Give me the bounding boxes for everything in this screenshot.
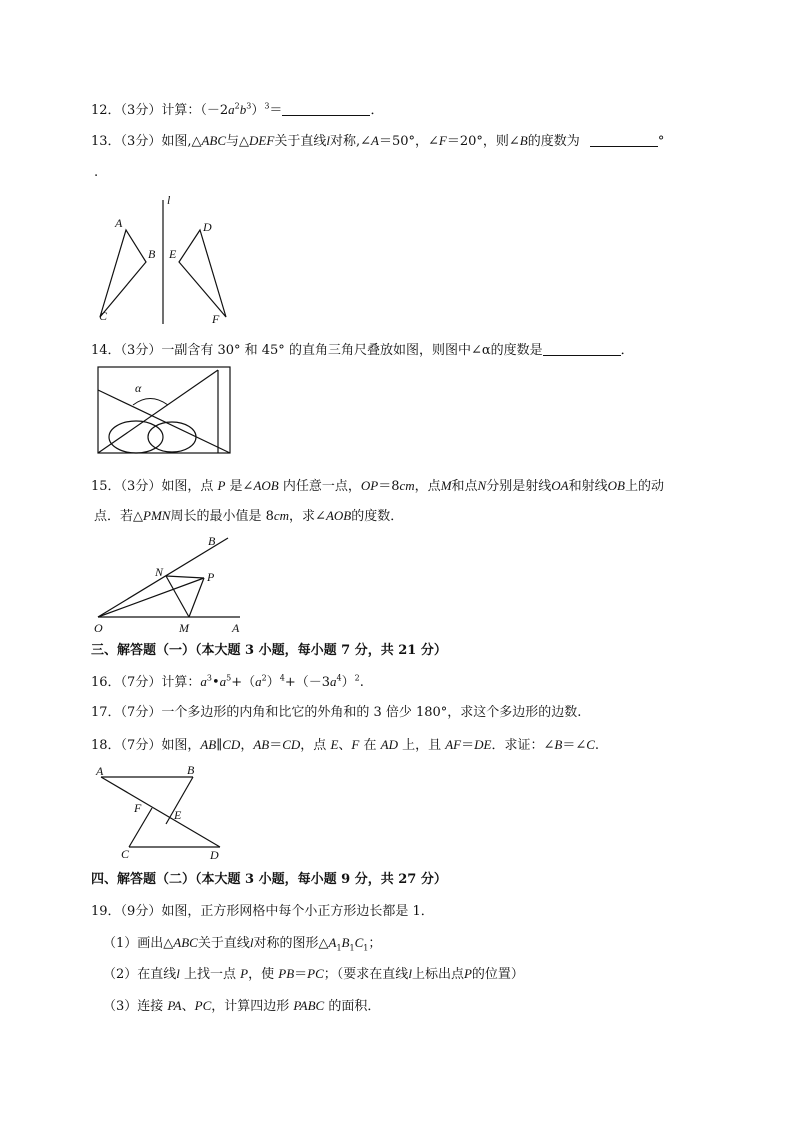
- label-b: B: [208, 534, 216, 548]
- label-p: P: [207, 570, 215, 584]
- label-alpha: α: [135, 381, 142, 395]
- question-18: 18．（7分）如图，AB∥CD，AB＝CD，点 E、F 在 AD 上，且 AF＝DE．求证：∠B＝∠C.: [91, 737, 600, 753]
- label-d: D: [203, 220, 212, 234]
- question-19-part2: （2）在直线l 上找一点 P，使 PB＝PC；（要求在直线l上标出点P的位置）: [103, 966, 524, 982]
- label-c: C: [121, 847, 130, 861]
- question-17: 17．（7分）一个多边形的内角和比它的外角和的 3 倍少 180°，求这个多边形的边数.: [91, 705, 582, 720]
- label-o: O: [94, 621, 103, 635]
- label-a: A: [96, 764, 104, 778]
- section-4-title: 四、解答题（二）（本大题 3 小题，每小题 9 分，共 27 分）: [91, 872, 447, 887]
- label-m: M: [179, 621, 189, 635]
- label-n: N: [155, 565, 164, 579]
- label-f: F: [134, 801, 142, 815]
- question-13: 13．（3分）如图,△ABC与△DEF关于直线l对称,∠A＝50°，∠F＝20°，则∠B的度数为 °: [91, 133, 665, 149]
- label-a: A: [232, 621, 240, 635]
- label-c: C: [99, 309, 108, 323]
- label-d: D: [210, 848, 219, 862]
- segment-ad: [101, 777, 220, 847]
- label-b: B: [187, 763, 195, 777]
- question-19: 19．（9分）如图，正方形网格中每个小正方形边长都是 1．: [91, 904, 434, 919]
- label-e: E: [169, 247, 177, 261]
- question-19-part3: （3）连接 PA、PC，计算四边形 PABC 的面积．: [103, 998, 381, 1014]
- label-b: B: [148, 247, 156, 261]
- question-12: 12．（3分）计算：$(-2a^2b^3)^3=$ ．: [91, 101, 384, 118]
- section-3-title: 三、解答题（一）（本大题 3 小题，每小题 7 分，共 21 分）: [91, 643, 447, 658]
- question-13-end: .: [94, 165, 99, 180]
- label-l: l: [167, 193, 171, 207]
- question-15-line1: 15．（3分）如图，点 P 是∠AOB 内任意一点，OP＝8cm，点M和点N分别是射线OA和射线OB上的动: [91, 478, 664, 494]
- label-e: E: [174, 808, 182, 822]
- label-a: A: [115, 216, 123, 230]
- label-f: F: [212, 312, 220, 326]
- question-19-part1: （1）画出△ABC关于直线l对称的图形$\triangle A_1B_1C_1$；: [103, 935, 382, 953]
- question-16: 16．（7分）计算：$a^3•a^5+(a^2)^4+(-3a^4)^2$.: [91, 673, 364, 690]
- question-14: 14．（3分）一副含有 30° 和 45° 的直角三角尺叠放如图，则图中∠α的度数是 ．: [91, 343, 634, 358]
- question-15-line2: 点．若△PMN周长的最小值是 8cm，求∠AOB的度数．: [94, 508, 404, 524]
